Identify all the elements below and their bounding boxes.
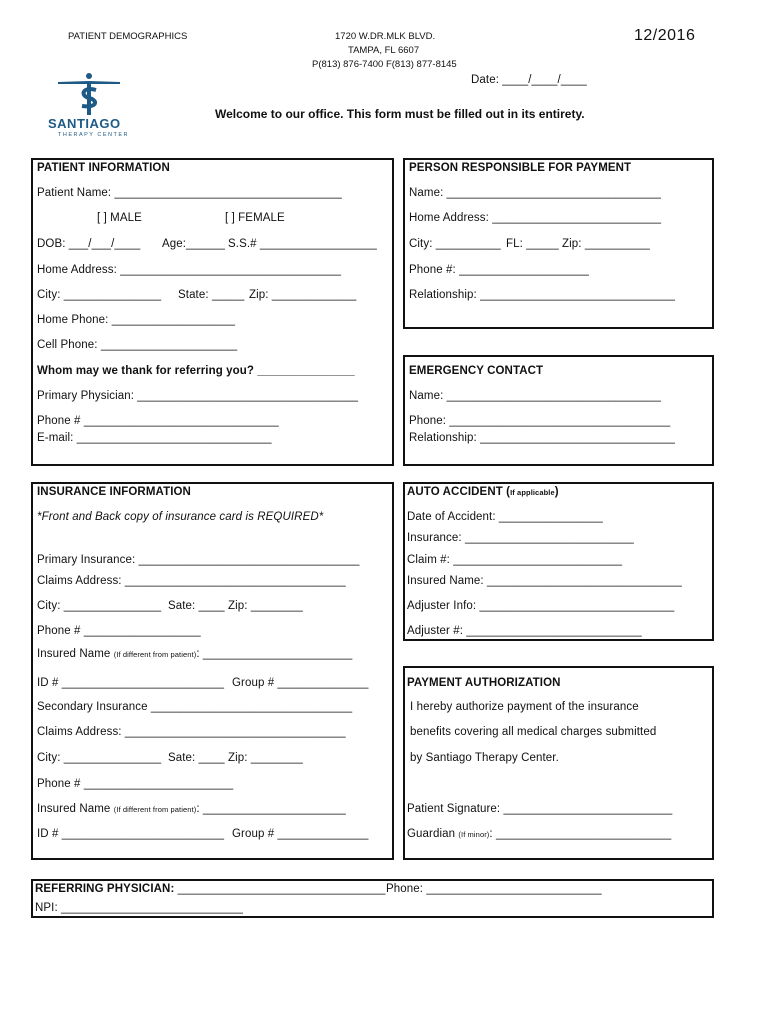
guardian-label: Guardian	[407, 828, 459, 840]
responsible-title: PERSON RESPONSIBLE FOR PAYMENT	[409, 162, 632, 174]
secondary-insurance-field[interactable]: Secondary Insurance _______________________________	[37, 701, 353, 713]
physician-phone-field[interactable]: Phone # ______________________________	[37, 415, 279, 427]
zip-field[interactable]: Zip: _____________	[249, 289, 357, 301]
logo-subtitle: THERAPY CENTER	[58, 132, 130, 138]
logo-name: SANTIAGO	[48, 116, 121, 131]
emergency-title: EMERGENCY CONTACT	[409, 365, 544, 377]
age-field[interactable]: Age:______	[162, 238, 226, 250]
npi-field[interactable]: NPI: ____________________________	[35, 902, 243, 914]
primary-insured-name-field[interactable]	[37, 648, 352, 660]
primary-state-field[interactable]: Sate: ____	[168, 600, 225, 612]
referring-physician-label: REFERRING PHYSICIAN:	[35, 883, 175, 895]
secondary-phone-field[interactable]: Phone # _______________________	[37, 778, 234, 790]
authorization-text-3: by Santiago Therapy Center.	[410, 752, 559, 764]
home-address-field[interactable]: Home Address: __________________________________	[37, 264, 342, 276]
referring-physician-field[interactable]	[35, 883, 386, 895]
patient-signature-field[interactable]: Patient Signature: __________________________	[407, 803, 673, 815]
form-title: PATIENT DEMOGRAPHICS	[68, 31, 188, 42]
insured-name-note: (If different from patient)	[113, 805, 197, 814]
insured-name-blank: : ______________________	[196, 803, 346, 815]
dob-field[interactable]: DOB: ___/___/____	[37, 238, 141, 250]
primary-insurance-field[interactable]: Primary Insurance: __________________________________	[37, 554, 360, 566]
insured-name-blank: : _______________________	[196, 648, 353, 660]
auto-title-text: AUTO ACCIDENT (	[407, 486, 511, 498]
patient-info-title: PATIENT INFORMATION	[37, 162, 170, 174]
state-field[interactable]: State: _____	[178, 289, 245, 301]
secondary-group-field[interactable]: Group # ______________	[232, 828, 369, 840]
responsible-state-field[interactable]: FL: _____	[506, 238, 559, 250]
guardian-note: (If minor)	[458, 830, 490, 839]
guardian-signature-field[interactable]	[407, 828, 671, 840]
auto-title-end: )	[554, 486, 559, 498]
claim-number-field[interactable]: Claim #: __________________________	[407, 554, 623, 566]
santiago-logo	[48, 72, 130, 142]
female-checkbox[interactable]: [ ] FEMALE	[225, 212, 285, 224]
authorization-text-2: benefits covering all medical charges submitted	[410, 726, 657, 738]
male-checkbox[interactable]: [ ] MALE	[97, 212, 142, 224]
payment-title: PAYMENT AUTHORIZATION	[407, 677, 561, 689]
emergency-name-field[interactable]: Name: _________________________________	[409, 390, 662, 402]
address-line-3: P(813) 876-7400 F(813) 877-8145	[312, 59, 457, 70]
authorization-text-1: I hereby authorize payment of the insurance	[410, 701, 639, 713]
insured-name-label: Insured Name	[37, 803, 114, 815]
responsible-name-field[interactable]: Name: _________________________________	[409, 187, 662, 199]
home-phone-field[interactable]: Home Phone: ___________________	[37, 314, 236, 326]
primary-claims-address-field[interactable]: Claims Address: __________________________________	[37, 575, 346, 587]
primary-physician-field[interactable]: Primary Physician: __________________________________	[37, 390, 359, 402]
ssn-field[interactable]: S.S.# __________________	[228, 238, 377, 250]
responsible-zip-field[interactable]: Zip: __________	[562, 238, 650, 250]
primary-id-field[interactable]: ID # _________________________	[37, 677, 225, 689]
address-line-2: TAMPA, FL 6607	[348, 45, 420, 56]
emergency-phone-field[interactable]: Phone: __________________________________	[409, 415, 671, 427]
primary-city-field[interactable]: City: _______________	[37, 600, 162, 612]
adjuster-info-field[interactable]: Adjuster Info: ______________________________	[407, 600, 675, 612]
guardian-blank: : ___________________________	[489, 828, 672, 840]
adjuster-number-field[interactable]: Adjuster #: ___________________________	[407, 625, 642, 637]
cell-phone-field[interactable]: Cell Phone: _____________________	[37, 339, 238, 351]
secondary-state-field[interactable]: Sate: ____	[168, 752, 225, 764]
secondary-insured-name-field[interactable]	[37, 803, 346, 815]
responsible-phone-field[interactable]: Phone #: ____________________	[409, 264, 590, 276]
accident-date-field[interactable]: Date of Accident: ________________	[407, 511, 603, 523]
emergency-relationship-field[interactable]: Relationship: ______________________________	[409, 432, 675, 444]
responsible-relationship-field[interactable]: Relationship: ______________________________	[409, 289, 675, 301]
insured-name-label: Insured Name	[37, 648, 114, 660]
address-line-1: 1720 W.DR.MLK BLVD.	[335, 31, 436, 42]
date-field[interactable]: Date: ____/____/____	[471, 74, 587, 86]
accident-insurance-field[interactable]: Insurance: __________________________	[407, 532, 634, 544]
secondary-claims-address-field[interactable]: Claims Address: __________________________________	[37, 726, 346, 738]
responsible-city-field[interactable]: City: __________	[409, 238, 501, 250]
auto-title-note: If applicable	[510, 488, 555, 497]
auto-insured-name-field[interactable]: Insured Name: ______________________________	[407, 575, 682, 587]
referral-field[interactable]: Whom may we thank for referring you? _______________	[37, 365, 355, 377]
responsible-address-field[interactable]: Home Address: __________________________	[409, 212, 662, 224]
referring-phone-field[interactable]: Phone: ___________________________	[386, 883, 602, 895]
secondary-id-field[interactable]: ID # _________________________	[37, 828, 225, 840]
referring-physician-blank: ________________________________	[174, 883, 386, 895]
patient-name-field[interactable]: Patient Name: ___________________________________	[37, 187, 342, 199]
caduceus-figure-icon	[52, 72, 126, 116]
auto-accident-title	[407, 486, 559, 498]
insurance-title: INSURANCE INFORMATION	[37, 486, 191, 498]
primary-group-field[interactable]: Group # ______________	[232, 677, 369, 689]
secondary-city-field[interactable]: City: _______________	[37, 752, 162, 764]
secondary-zip-field[interactable]: Zip: ________	[228, 752, 303, 764]
city-field[interactable]: City: _______________	[37, 289, 162, 301]
insurance-card-note: *Front and Back copy of insurance card is REQUIRED*	[37, 511, 324, 523]
insured-name-note: (If different from patient)	[113, 650, 197, 659]
primary-phone-field[interactable]: Phone # __________________	[37, 625, 201, 637]
form-revision-date: 12/2016	[634, 27, 696, 44]
welcome-message: Welcome to our office. This form must be filled out in its entirety.	[215, 107, 585, 121]
primary-zip-field[interactable]: Zip: ________	[228, 600, 303, 612]
email-field[interactable]: E-mail: ______________________________	[37, 432, 272, 444]
